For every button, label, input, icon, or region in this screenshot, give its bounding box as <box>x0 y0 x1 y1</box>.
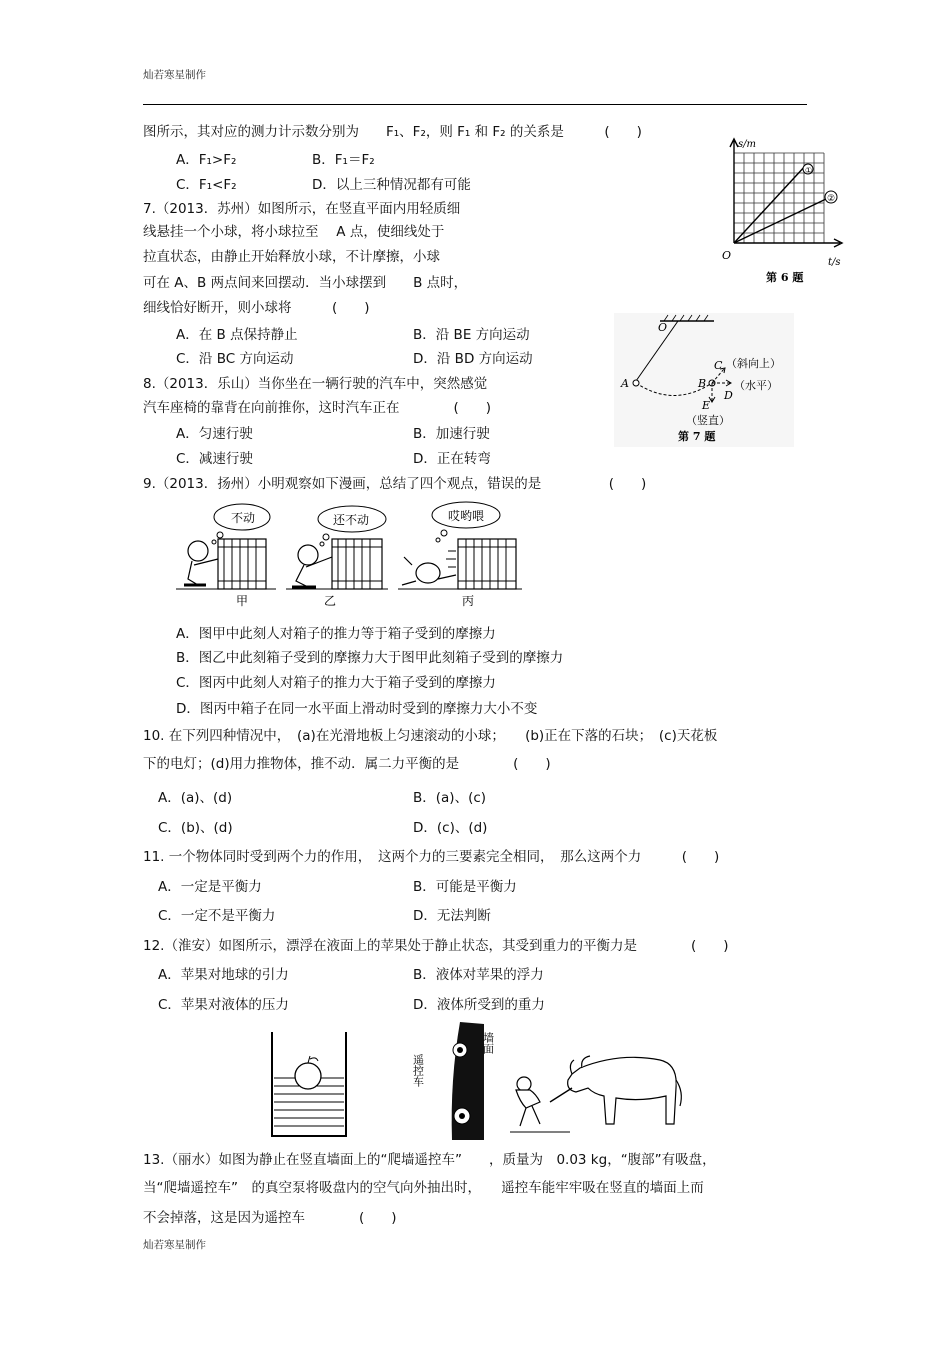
q13-line1: 13.（丽水）如图为静止在竖直墙面上的“爬墙遥控车” ，质量为 0.03 kg，“腹部”有吸盘， <box>143 1152 716 1168</box>
q9-option-c: C．图丙中此刻人对箱子的推力大于箱子受到的摩擦力 <box>176 675 496 691</box>
q12-option-a: A．苹果对地球的引力 <box>158 967 289 983</box>
fig9-bubble1: 不动 <box>231 511 256 525</box>
q7-option-b: B．沿 BE 方向运动 <box>413 327 530 343</box>
figure-7-pendulum <box>614 313 794 447</box>
q7-line2: 线悬挂一个小球，将小球拉至 A 点，使细线处于 <box>143 224 445 240</box>
q11-option-a: A．一定是平衡力 <box>158 879 262 895</box>
fig12-car-label: 遥控车 <box>412 1054 425 1087</box>
q6-stem: 图所示，其对应的测力计示数分别为 F₁、F₂，则 F₁ 和 F₂ 的关系是 ( ) <box>143 124 642 140</box>
q10-line1: 10. 在下列四种情况中， (a)在光滑地板上匀速滚动的小球； (b)正在下落的石块； (c)天花板 <box>143 728 718 744</box>
header-rule <box>143 104 807 105</box>
figure-boy-pulling-ox <box>510 1032 688 1140</box>
q11-option-c: C．一定不是平衡力 <box>158 908 276 924</box>
footer-watermark: 灿若寒星制作 <box>143 1239 206 1251</box>
q6-option-d: D．以上三种情况都有可能 <box>312 177 471 193</box>
fig7-label-e-desc: （竖直） <box>686 414 730 427</box>
fig7-label-a: A <box>621 377 629 390</box>
figure-6-st-graph <box>716 133 852 285</box>
q8-option-a: A．匀速行驶 <box>176 426 253 442</box>
q7-option-c: C．沿 BC 方向运动 <box>176 351 294 367</box>
fig6-line2-label: ② <box>827 194 836 204</box>
q11-option-d: D．无法判断 <box>413 908 491 924</box>
q6-option-a: A．F₁>F₂ <box>176 152 237 168</box>
figure-9-cartoon <box>176 499 526 611</box>
q7-line5: 细线恰好断开，则小球将 ( ) <box>143 300 370 316</box>
fig7-label-o: O <box>658 321 668 334</box>
fig9-label-bing: 丙 <box>462 594 475 608</box>
q7-option-d: D．沿 BD 方向运动 <box>413 351 533 367</box>
q8-line1: 8.（2013．乐山）当你坐在一辆行驶的汽车中，突然感觉 <box>143 376 488 392</box>
q8-option-b: B．加速行驶 <box>413 426 490 442</box>
q13-line3: 不会掉落，这是因为遥控车 ( ) <box>143 1210 397 1226</box>
fig7-label-d-desc: （水平） <box>734 379 778 392</box>
q7-line4: 可在 A、B 两点间来回摆动．当小球摆到 B 点时， <box>143 275 468 291</box>
fig9-label-jia: 甲 <box>236 594 249 608</box>
q10-option-d: D．(c)、(d) <box>413 820 488 836</box>
fig9-bubble2: 还不动 <box>333 513 370 527</box>
fig6-origin-label: O <box>722 249 732 262</box>
q9-option-a: A．图甲中此刻人对箱子的推力等于箱子受到的摩擦力 <box>176 626 496 642</box>
fig7-label-e: E <box>702 399 711 412</box>
q6-option-c: C．F₁<F₂ <box>176 177 237 193</box>
fig6-x-axis-label: t/s <box>828 257 841 268</box>
q7-line1: 7.（2013．苏州）如图所示，在竖直平面内用轻质细 <box>143 201 461 217</box>
fig6-caption: 第 6 题 <box>766 271 804 284</box>
fig6-y-axis-label: s/m <box>738 139 756 150</box>
q9-option-b: B．图乙中此刻箱子受到的摩擦力大于图甲此刻箱子受到的摩擦力 <box>176 650 564 666</box>
fig7-label-c: C <box>714 359 723 372</box>
q9-stem: 9.（2013．扬州）小明观察如下漫画，总结了四个观点，错误的是 ( ) <box>143 476 647 492</box>
fig9-bubble3: 哎哟喂 <box>448 509 485 523</box>
q8-option-c: C．减速行驶 <box>176 451 253 467</box>
fig6-line1-label: ① <box>805 166 813 175</box>
fig7-caption: 第 7 题 <box>678 430 716 443</box>
q12-option-c: C．苹果对液体的压力 <box>158 997 289 1013</box>
q10-option-b: B．(a)、(c) <box>413 790 487 806</box>
fig7-label-d: D <box>724 389 733 402</box>
q12-option-d: D．液体所受到的重力 <box>413 997 545 1013</box>
fig7-label-c-desc: （斜向上） <box>726 357 781 370</box>
q11-stem: 11. 一个物体同时受到两个力的作用， 这两个力的三要素完全相同， 那么这两个力 ( ) <box>143 849 720 865</box>
q11-option-b: B．可能是平衡力 <box>413 879 517 895</box>
q7-option-a: A．在 B 点保持静止 <box>176 327 298 343</box>
q8-option-d: D．正在转弯 <box>413 451 491 467</box>
figure-13-wall-car <box>412 1020 502 1144</box>
q6-option-b: B．F₁＝F₂ <box>312 152 375 168</box>
q7-line3: 拉直状态，由静止开始释放小球，不计摩擦，小球 <box>143 249 440 265</box>
q10-option-c: C．(b)、(d) <box>158 820 233 836</box>
fig12-wall-label: 墙面 <box>481 1032 495 1054</box>
q10-line2: 下的电灯；(d)用力推物体，推不动．属二力平衡的是 ( ) <box>143 756 551 772</box>
header-watermark: 灿若寒星制作 <box>143 69 206 81</box>
q13-line2: 当“爬墙遥控车” 的真空泵将吸盘内的空气向外抽出时， 遥控车能牢牢吸在竖直的墙面上而 <box>143 1180 704 1196</box>
fig9-label-yi: 乙 <box>324 594 337 608</box>
q8-line2: 汽车座椅的靠背在向前推你，这时汽车正在 ( ) <box>143 400 492 416</box>
figure-12-beaker-apple <box>268 1028 350 1140</box>
q12-option-b: B．液体对苹果的浮力 <box>413 967 544 983</box>
fig7-label-b: B <box>698 377 707 390</box>
q9-option-d: D．图丙中箱子在同一水平面上滑动时受到的摩擦力大小不变 <box>176 701 538 717</box>
q10-option-a: A．(a)、(d) <box>158 790 233 806</box>
q12-stem: 12.（淮安）如图所示，漂浮在液面上的苹果处于静止状态，其受到重力的平衡力是 ( ) <box>143 938 729 954</box>
